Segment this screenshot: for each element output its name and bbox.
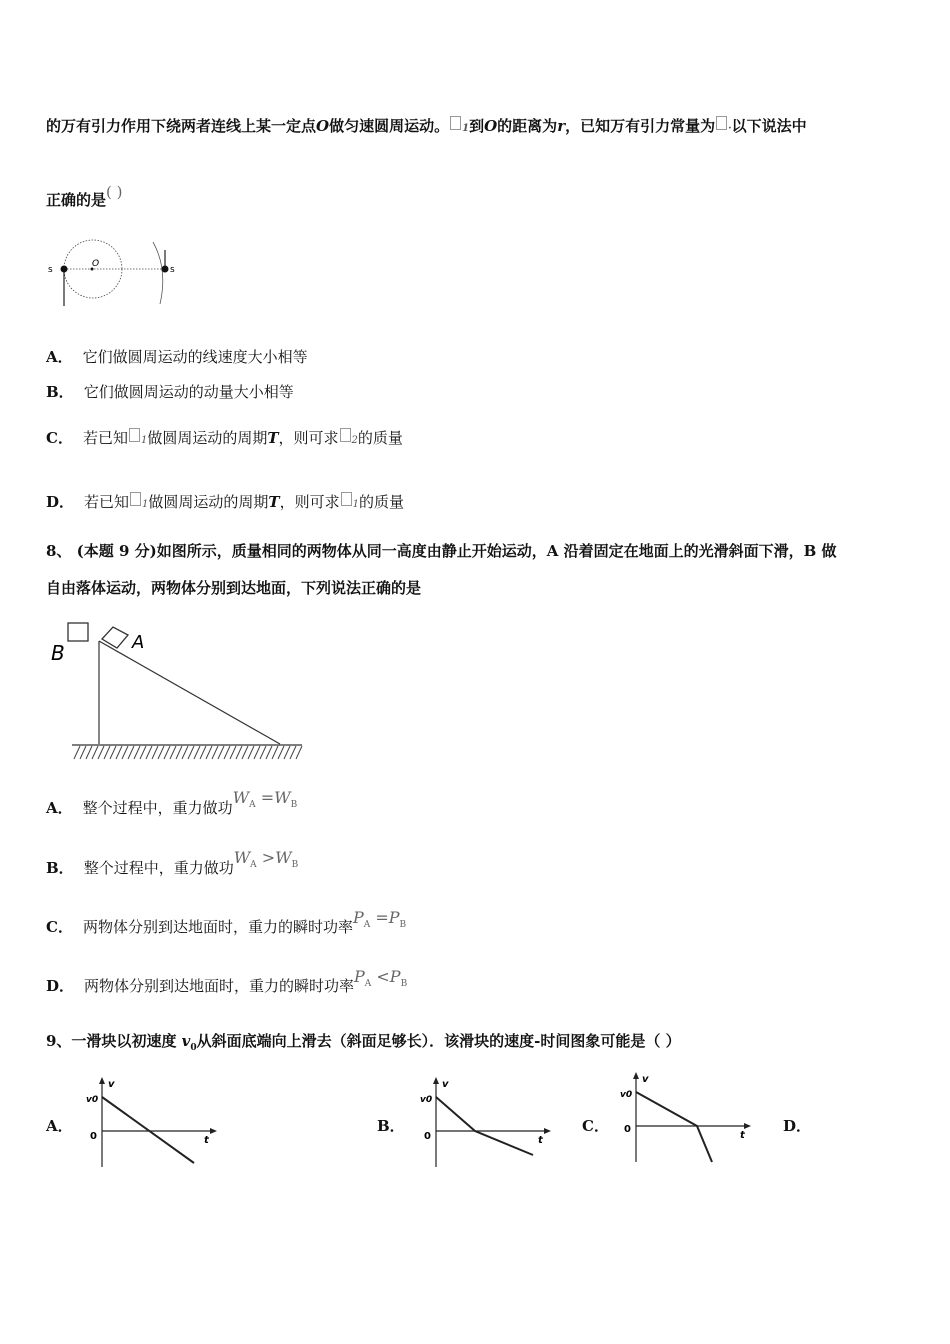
label-o: O (92, 259, 100, 269)
hatch-line (146, 746, 152, 759)
answer-paren: ( ) (106, 183, 123, 201)
q8-option-c[interactable]: C． 两物体分别到达地面时，重力的瞬时功率$P_A =P_B$ (46, 908, 407, 936)
hatch-line (224, 746, 230, 759)
hatch-line (98, 746, 104, 759)
ground-hatching (74, 746, 302, 759)
q7-option-c[interactable]: C． 若已知 1做圆周运动的周期T，则可求 2的质量 (46, 429, 403, 447)
hatch-line (254, 746, 260, 759)
formula: $W_A =W_B$ (232, 788, 298, 811)
missing-glyph-icon (340, 428, 351, 442)
missing-glyph-icon (716, 116, 727, 130)
hatch-line (188, 746, 194, 759)
hatch-line (116, 746, 122, 759)
star-s2 (162, 266, 169, 273)
label-b: B (51, 641, 65, 665)
hatch-line (242, 746, 248, 759)
velocity-line (102, 1097, 194, 1163)
hatch-line (80, 746, 86, 759)
v-axis-arrow (99, 1077, 105, 1084)
t-label: t (740, 1130, 745, 1141)
hatch-line (110, 746, 116, 759)
hatch-line (104, 746, 110, 759)
formula: $P_A =P_B$ (352, 908, 407, 931)
q8-option-d[interactable]: D． 两物体分别到达地面时，重力的瞬时功率$P_A <P_B$ (46, 967, 408, 995)
t-axis-arrow (744, 1123, 751, 1129)
t-label: t (204, 1135, 209, 1146)
vt-graph-b (420, 1075, 555, 1170)
v-label: v (108, 1079, 115, 1090)
hatch-line (128, 746, 134, 759)
formula: $W_A >W_B$ (233, 848, 299, 871)
hatch-line (230, 746, 236, 759)
origin-label: 0 (624, 1124, 631, 1135)
origin-label: 0 (424, 1131, 431, 1142)
q9-stem: 9、一滑块以初速度 $v_0$从斜面底端向上滑去（斜面足够长）．该滑块的速度-时间图象可能是（ ） (46, 1032, 681, 1053)
binary-star-figure (46, 236, 196, 311)
hatch-line (290, 746, 296, 759)
q7-stem-line2: 正确的是( ) (46, 183, 123, 209)
q9-option-a-label[interactable]: A． (46, 1117, 73, 1135)
hatch-line (182, 746, 188, 759)
hatch-line (170, 746, 176, 759)
hatch-line (194, 746, 200, 759)
hatch-line (272, 746, 278, 759)
velocity-line (636, 1092, 712, 1162)
missing-glyph-icon (130, 492, 141, 506)
label-s2: s (170, 265, 175, 275)
star-s1 (61, 266, 68, 273)
orbit-arc (153, 242, 163, 304)
velocity-line (436, 1097, 533, 1155)
q7-option-d[interactable]: D． 若已知 1做圆周运动的周期T，则可求 1的质量 (46, 493, 404, 511)
t-axis-arrow (210, 1128, 217, 1134)
hatch-line (140, 746, 146, 759)
hatch-line (164, 746, 170, 759)
q7-option-b[interactable]: B． 它们做圆周运动的动量大小相等 (46, 383, 294, 401)
v-axis-arrow (433, 1077, 439, 1084)
hatch-line (200, 746, 206, 759)
hatch-line (152, 746, 158, 759)
v0-label: v0 (620, 1090, 633, 1100)
q8-stem-line1: 8、 (本题 9 分)如图所示，质量相同的两物体从同一高度由静止开始运动，A 沿着固定在地面上的光滑斜面下滑，B 做 (46, 542, 837, 560)
t-axis-arrow (544, 1128, 551, 1134)
q9-option-c-label[interactable]: C． (582, 1117, 609, 1135)
q7-option-a[interactable]: A． 它们做圆周运动的线速度大小相等 (46, 348, 308, 366)
hatch-line (176, 746, 182, 759)
hatch-line (248, 746, 254, 759)
hatch-line (278, 746, 284, 759)
q9-option-b-label[interactable]: B． (377, 1117, 405, 1135)
incline-figure (46, 620, 308, 766)
q8-option-a[interactable]: A． 整个过程中，重力做功$W_A =W_B$ (46, 788, 298, 817)
hatch-line (284, 746, 290, 759)
hatch-line (296, 746, 302, 759)
hatch-line (218, 746, 224, 759)
v0-label: v0 (86, 1095, 99, 1105)
hatch-line (122, 746, 128, 759)
block-b (68, 623, 88, 641)
label-s1: s (48, 265, 53, 275)
missing-glyph-icon (450, 116, 461, 130)
hatch-line (206, 746, 212, 759)
q7-stem-line1: 的万有引力作用下绕两者连线上某一定点O做匀速圆周运动。 1到O的距离为r，已知万有引力常量为 ·以下说法中 (46, 117, 807, 135)
label-a: A (132, 632, 145, 653)
hatch-line (212, 746, 218, 759)
formula: $P_A <P_B$ (354, 967, 408, 990)
v-label: v (642, 1074, 649, 1085)
vt-graph-a (86, 1075, 221, 1170)
q9-option-d-label[interactable]: D． (783, 1117, 812, 1135)
hatch-line (260, 746, 266, 759)
incline-surface (99, 641, 280, 744)
v-label: v (442, 1079, 449, 1090)
hatch-line (266, 746, 272, 759)
hatch-line (134, 746, 140, 759)
hatch-line (158, 746, 164, 759)
t-label: t (538, 1135, 543, 1146)
v0-label: v0 (420, 1095, 433, 1105)
hatch-line (236, 746, 242, 759)
q8-option-b[interactable]: B． 整个过程中，重力做功$W_A >W_B$ (46, 848, 299, 877)
hatch-line (74, 746, 80, 759)
missing-glyph-icon (129, 428, 140, 442)
hatch-line (86, 746, 92, 759)
hatch-line (92, 746, 98, 759)
q8-stem-line2: 自由落体运动，两物体分别到达地面，下列说法正确的是 (46, 579, 422, 597)
vt-graph-c (620, 1070, 755, 1170)
missing-glyph-icon (341, 492, 352, 506)
v-axis-arrow (633, 1072, 639, 1079)
origin-label: 0 (90, 1131, 97, 1142)
